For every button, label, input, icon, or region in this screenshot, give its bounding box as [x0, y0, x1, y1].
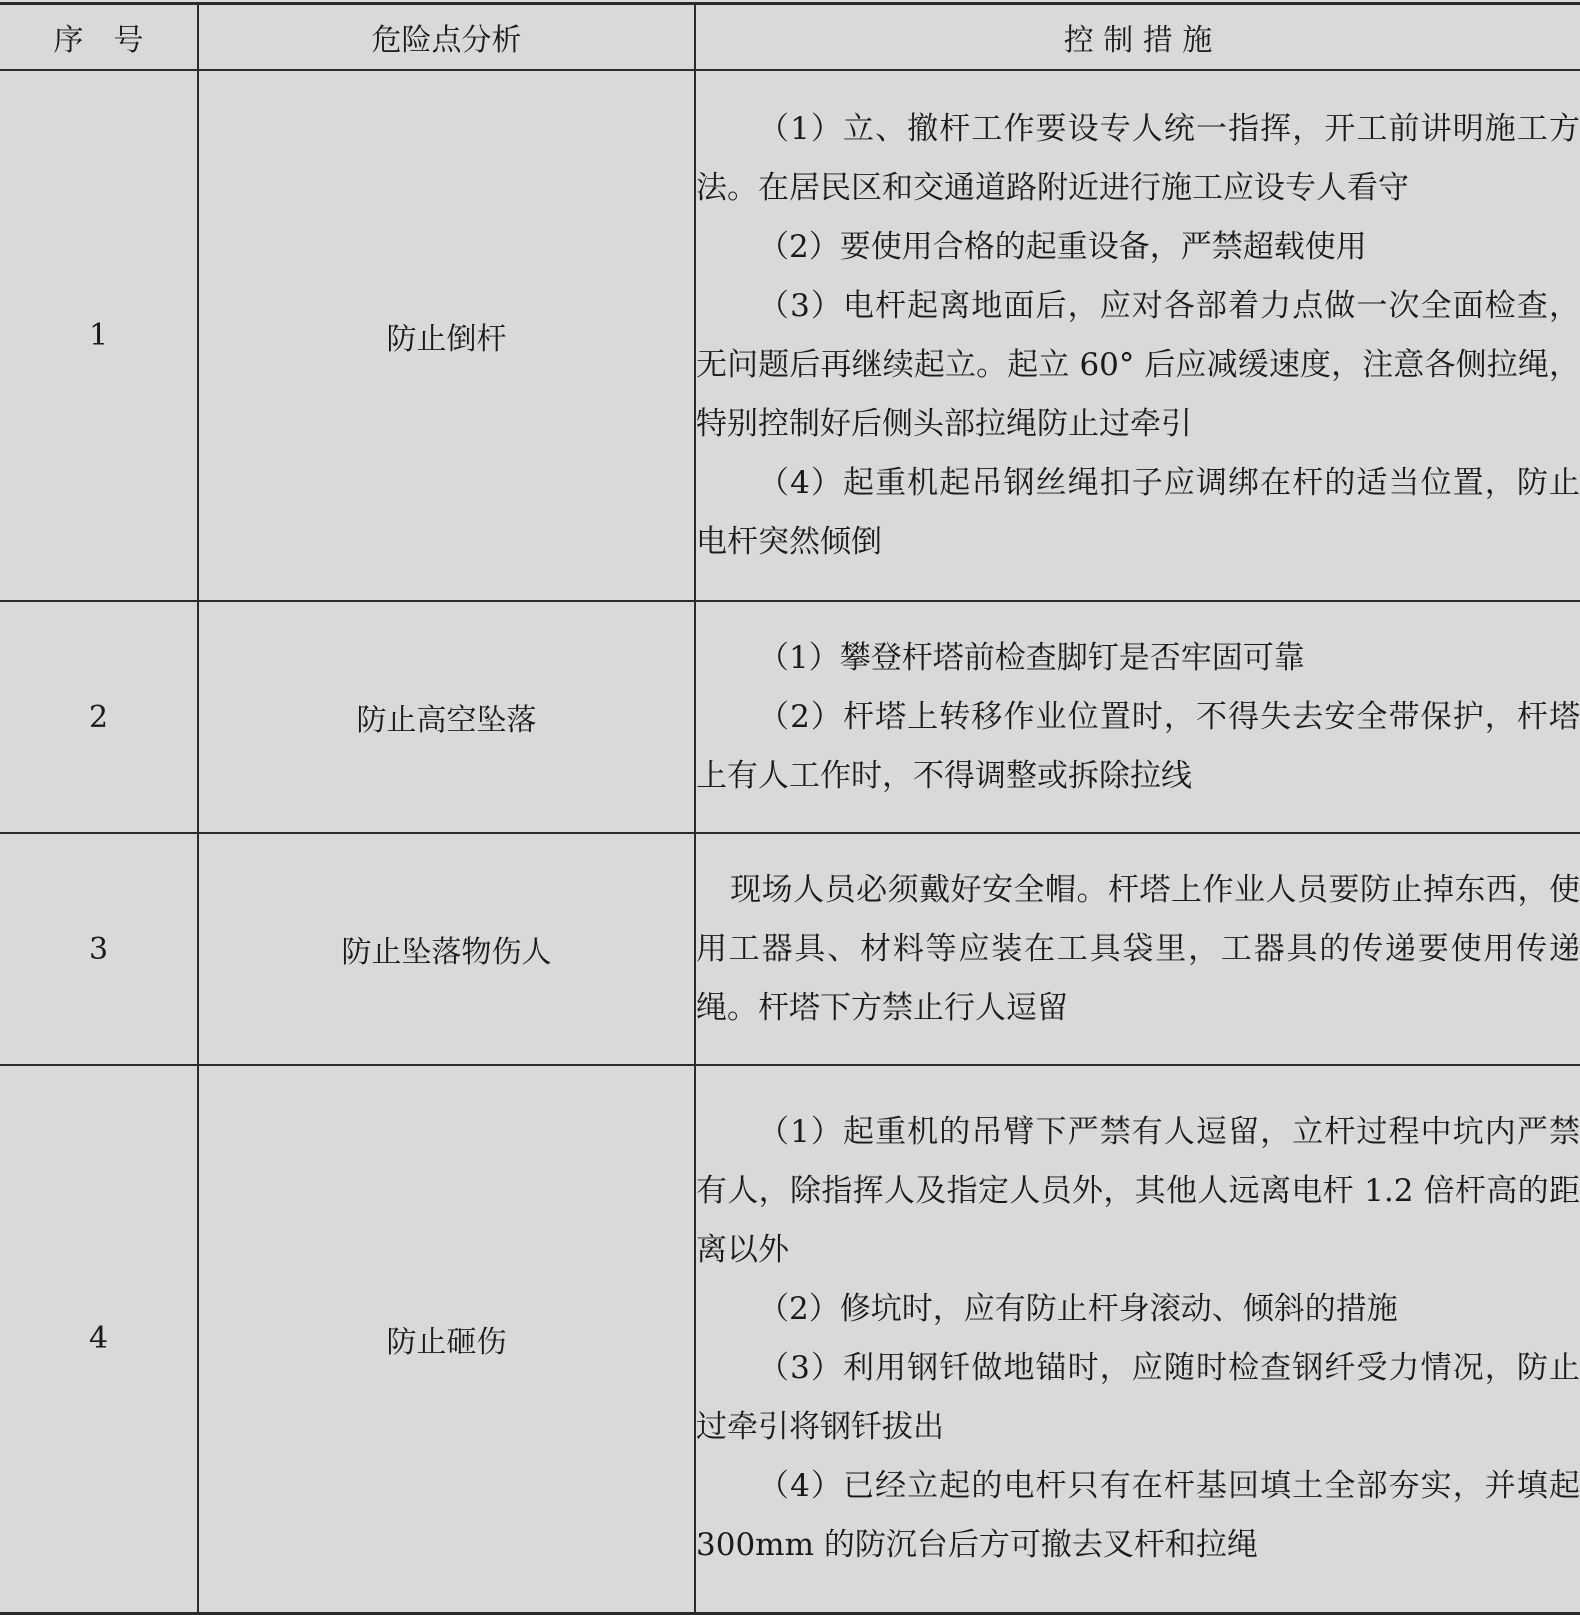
header-hazard-analysis: 危险点分析: [198, 4, 695, 71]
measure-item: （1）立、撤杆工作要设专人统一指挥，开工前讲明施工方法。在居民区和交通道路附近进行施工应设专人看守: [696, 110, 1580, 206]
measures-cell: [695, 70, 1580, 601]
hazard-cell: 防止倒杆: [198, 70, 695, 601]
measure-item: （2）杆塔上转移作业位置时，不得失去安全带保护，杆塔上有人工作时，不得调整或拆除拉线: [696, 698, 1580, 794]
header-number: 序 号: [0, 4, 198, 71]
table-row: [0, 601, 1580, 833]
table-header-row: [0, 4, 1580, 71]
measure-item: （2）要使用合格的起重设备，严禁超载使用: [758, 228, 1367, 265]
hazard-cell: 防止砸伤: [198, 1065, 695, 1613]
risk-control-table: [0, 2, 1580, 1615]
measures-cell: [695, 1065, 1580, 1613]
header-control-measures: 控 制 措 施: [695, 4, 1580, 71]
measures-cell: [695, 833, 1580, 1065]
row-number: 3: [0, 833, 198, 1065]
measures-cell: [695, 601, 1580, 833]
measure-item: （4）起重机起吊钢丝绳扣子应调绑在杆的适当位置，防止电杆突然倾倒: [696, 464, 1580, 560]
row-number: 1: [0, 70, 198, 601]
measure-item: （2）修坑时，应有防止杆身滚动、倾斜的措施: [758, 1290, 1398, 1327]
hazard-cell: 防止坠落物伤人: [198, 833, 695, 1065]
measure-item: （1）攀登杆塔前检查脚钉是否牢固可靠: [758, 639, 1305, 676]
table-row: [0, 70, 1580, 601]
measure-item: 现场人员必须戴好安全帽。杆塔上作业人员要防止掉东西，使用工器具、材料等应装在工具袋里，工器具的传递要使用传递绳。杆塔下方禁止行人逗留: [696, 871, 1580, 1026]
table-row: [0, 833, 1580, 1065]
row-number: 2: [0, 601, 198, 833]
table-row: [0, 1065, 1580, 1613]
measure-item: （1）起重机的吊臂下严禁有人逗留，立杆过程中坑内严禁有人，除指挥人及指定人员外，其他人远离电杆 1.2 倍杆高的距离以外: [696, 1113, 1580, 1268]
measure-item: （3）利用钢钎做地锚时，应随时检查钢纤受力情况，防止过牵引将钢钎拔出: [696, 1349, 1580, 1445]
measure-item: （3）电杆起离地面后，应对各部着力点做一次全面检查，无问题后再继续起立。起立 60° 后应减缓速度，注意各侧拉绳，特别控制好后侧头部拉绳防止过牵引: [696, 287, 1580, 442]
hazard-cell: 防止高空坠落: [198, 601, 695, 833]
measure-item: （4）已经立起的电杆只有在杆基回填土全部夯实，并填起 300mm 的防沉台后方可撤去叉杆和拉绳: [696, 1467, 1580, 1563]
row-number: 4: [0, 1065, 198, 1613]
